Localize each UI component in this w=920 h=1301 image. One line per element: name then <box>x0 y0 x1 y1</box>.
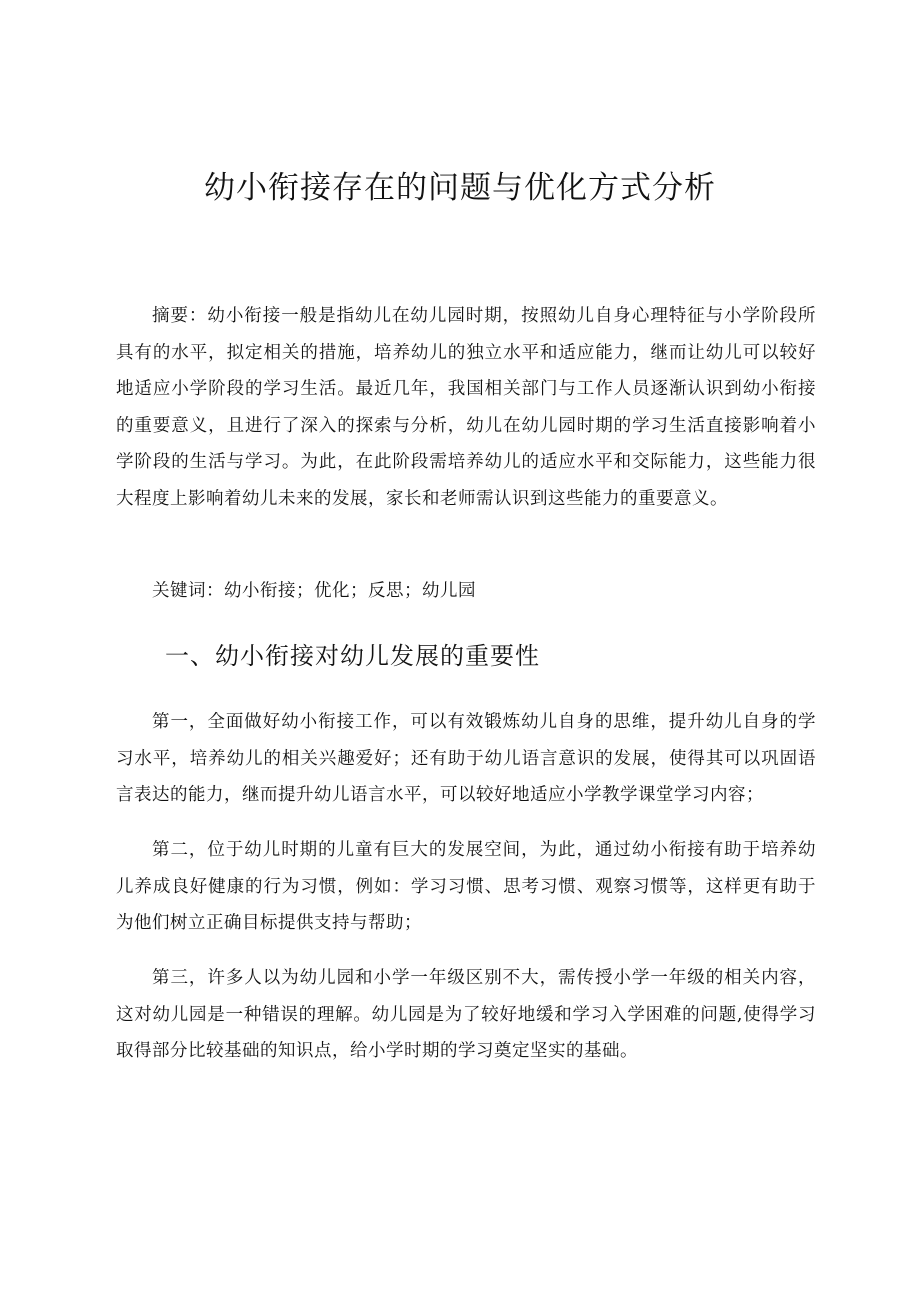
section-heading: 一、幼小衔接对幼儿发展的重要性 <box>165 642 540 670</box>
body-paragraph-2: 第二，位于幼儿时期的儿童有巨大的发展空间，为此，通过幼小衔接有助于培养幼儿养成良好健康的行为习惯，例如：学习习惯、思考习惯、观察习惯等，这样更有助于为他们树立正确目标提供支持与帮助； <box>116 840 816 933</box>
keywords-line: 关键词：幼小衔接；优化；反思；幼儿园 <box>152 581 476 601</box>
body-paragraph-1: 第一，全面做好幼小衔接工作，可以有效锻炼幼儿自身的思维，提升幼儿自身的学习水平，培养幼儿的相关兴趣爱好；还有助于幼儿语言意识的发展，使得其可以巩固语言表达的能力，继而提升幼儿语言水平，可以较好地适应小学教学课堂学习内容； <box>116 712 816 805</box>
body-paragraph-3: 第三，许多人以为幼儿园和小学一年级区别不大，需传授小学一年级的相关内容，这对幼儿园是一种错误的理解。幼儿园是为了较好地缓和学习入学困难的问题,使得学习取得部分比较基础的知识点，给小学时期的学习奠定坚实的基础。 <box>116 968 816 1061</box>
abstract-paragraph: 摘要：幼小衔接一般是指幼儿在幼儿园时期，按照幼儿自身心理特征与小学阶段所具有的水平，拟定相关的措施，培养幼儿的独立水平和适应能力，继而让幼儿可以较好地适应小学阶段的学习生活。最近几年，我国相关部门与工作人员逐渐认识到幼小衔接的重要意义，且进行了深入的探索与分析，幼儿在幼儿园时期的学习生活直接影响着小学阶段的生活与学习。为此，在此阶段需培养幼儿的适应水平和交际能力，这些能力很大程度上影响着幼儿未来的发展，家长和老师需认识到这些能力的重要意义。 <box>116 306 816 509</box>
document-title: 幼小衔接存在的问题与优化方式分析 <box>204 170 716 206</box>
